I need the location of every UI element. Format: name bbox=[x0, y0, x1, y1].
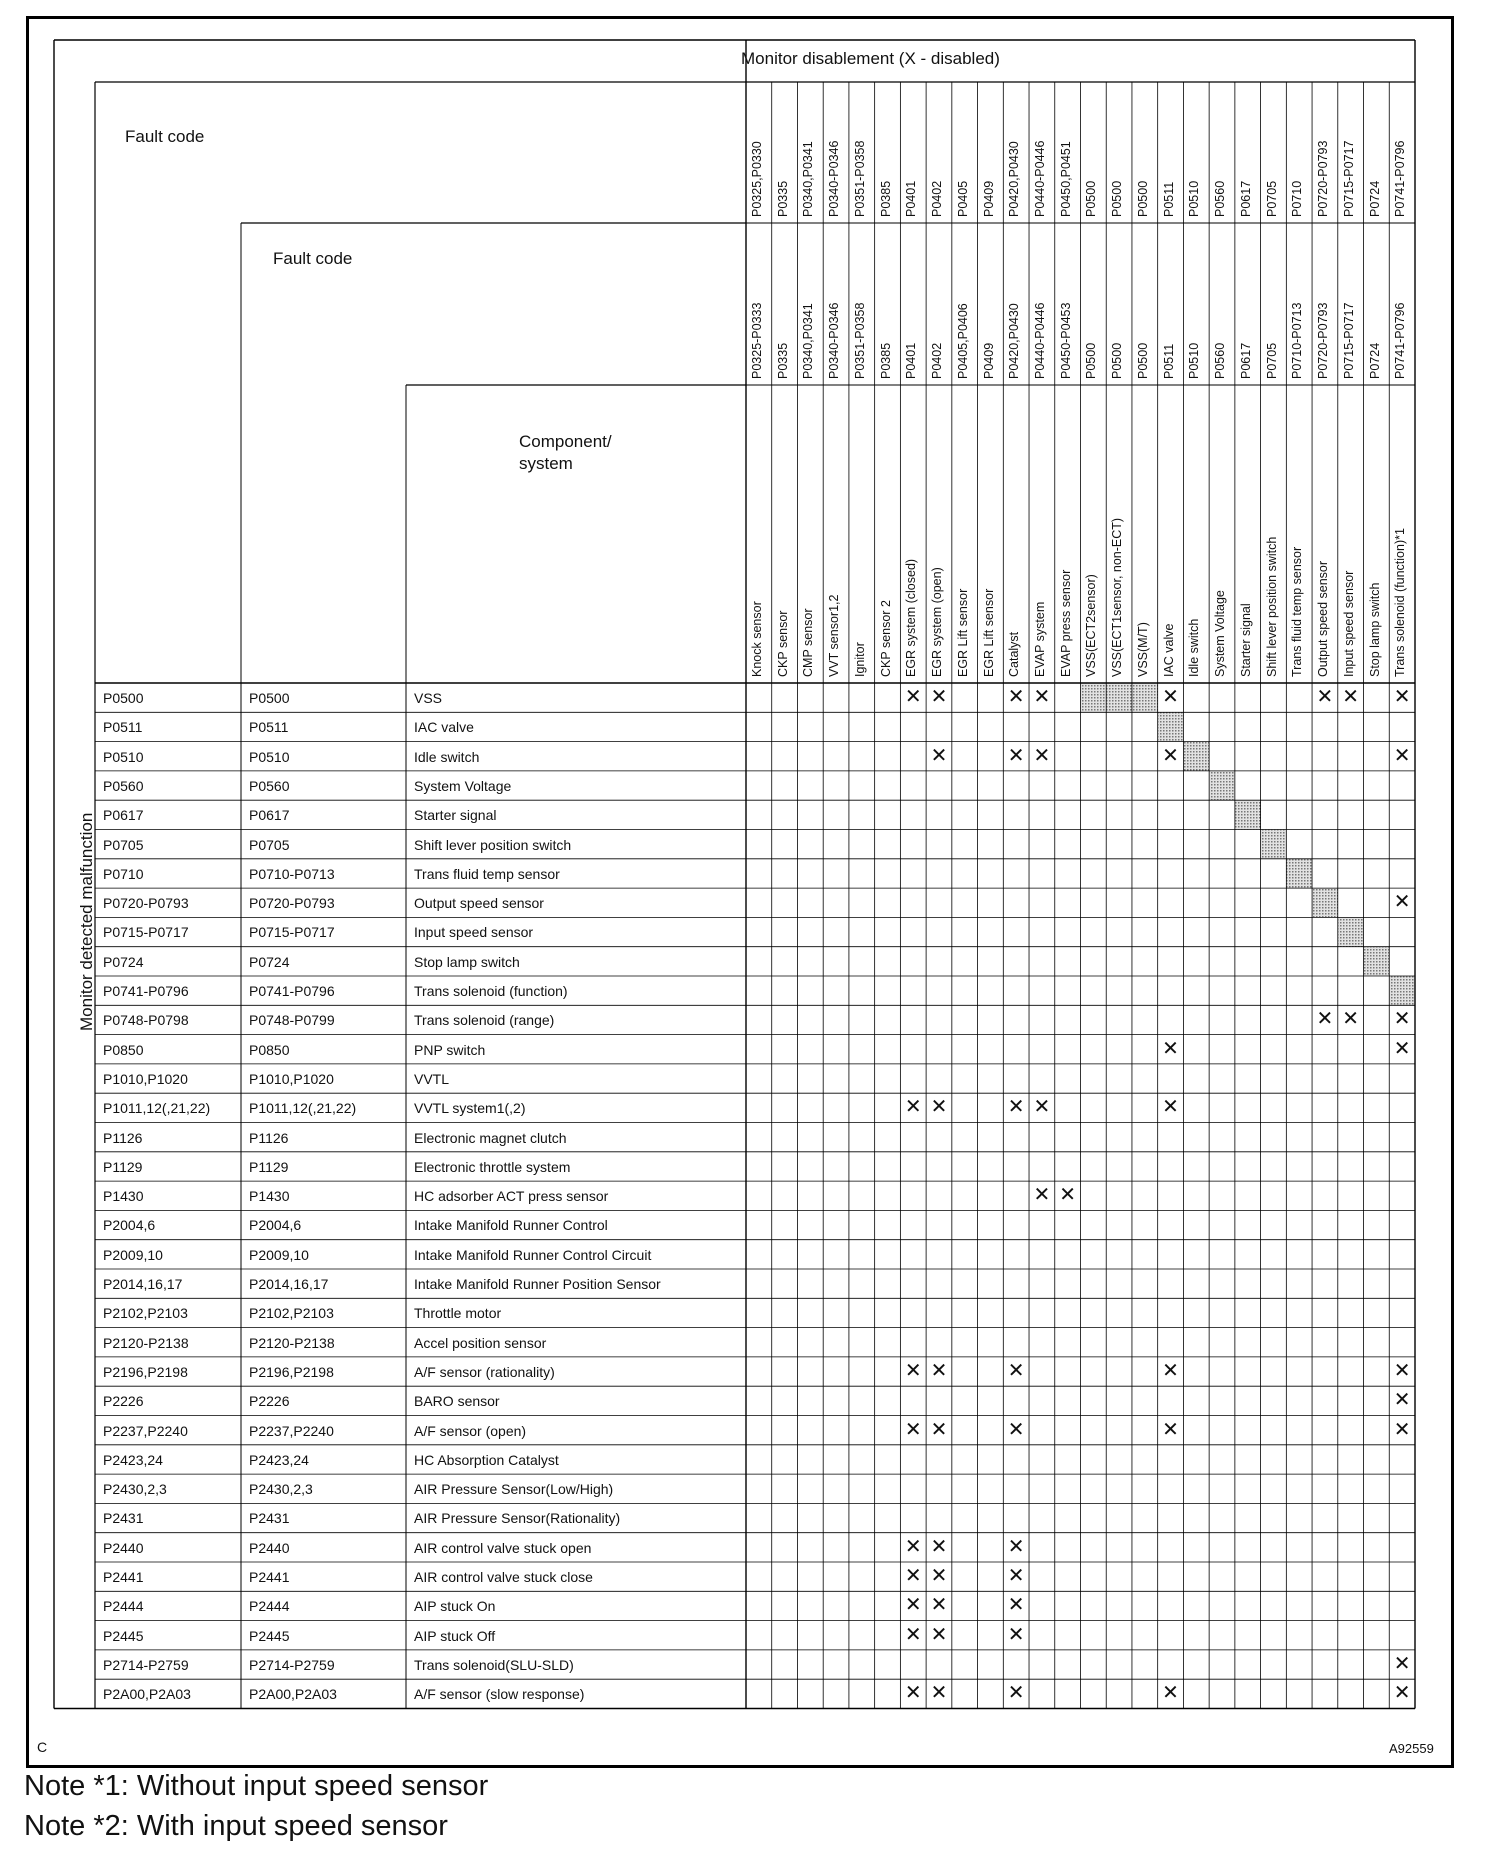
column-component-name: VSS(ECT1sensor, non-ECT) bbox=[1110, 517, 1125, 677]
column-component-name: IAC valve bbox=[1161, 623, 1176, 677]
row-fault-code: P2714-P2759 bbox=[103, 1656, 189, 1673]
disabled-mark: ✕ bbox=[1393, 744, 1411, 767]
column-fault-code: P0500 bbox=[1084, 180, 1099, 217]
column-fault-code: P0385 bbox=[878, 180, 893, 217]
disabled-mark: ✕ bbox=[930, 1565, 948, 1587]
column-fault-code-2: P0724 bbox=[1367, 342, 1382, 379]
row-component-name: Intake Manifold Runner Control Circuit bbox=[414, 1246, 652, 1263]
column-component-name: EGR Lift sensor bbox=[955, 588, 970, 677]
row-component-name: HC Absorption Catalyst bbox=[414, 1451, 559, 1468]
row-fault-code: P2102,P2103 bbox=[103, 1305, 188, 1322]
column-fault-code-2: P0450-P0453 bbox=[1058, 302, 1073, 379]
row-fault-code-2: P1129 bbox=[249, 1158, 289, 1175]
disabled-mark: ✕ bbox=[1007, 1623, 1025, 1646]
disabled-mark: ✕ bbox=[1342, 1008, 1360, 1031]
disabled-mark: ✕ bbox=[1059, 1184, 1076, 1207]
disabled-mark: ✕ bbox=[904, 1682, 922, 1705]
column-fault-code: P0420,P0430 bbox=[1007, 141, 1022, 217]
disabled-mark: ✕ bbox=[904, 1096, 922, 1119]
disabled-mark: ✕ bbox=[930, 744, 948, 767]
column-component-name: Knock sensor bbox=[750, 601, 764, 677]
self-diagnosis-shaded-cell bbox=[1286, 859, 1312, 888]
column-fault-code: P0510 bbox=[1187, 180, 1202, 217]
row-fault-code-2: P0748-P0799 bbox=[249, 1012, 335, 1029]
row-fault-code: P2430,2,3 bbox=[103, 1481, 167, 1498]
row-component-name: Trans fluid temp sensor bbox=[414, 865, 560, 882]
row-fault-code-2: P1011,12(,21,22) bbox=[249, 1100, 357, 1117]
column-fault-code: P0724 bbox=[1367, 180, 1382, 217]
self-diagnosis-shaded-cell bbox=[1389, 976, 1415, 1005]
column-component-name: VSS(M/T) bbox=[1135, 622, 1150, 677]
row-component-name: Electronic magnet clutch bbox=[414, 1129, 567, 1146]
row-fault-code: P0511 bbox=[103, 719, 143, 736]
row-component-name: Trans solenoid(SLU-SLD) bbox=[414, 1656, 574, 1673]
row-fault-code-2: P0500 bbox=[249, 690, 290, 706]
row-component-name: Throttle motor bbox=[414, 1305, 502, 1322]
column-fault-code-2: P0325-P0333 bbox=[750, 302, 764, 379]
row-component-name: AIR Pressure Sensor(Low/High) bbox=[414, 1481, 614, 1498]
row-fault-code-2: P2196,P2198 bbox=[249, 1363, 334, 1380]
row-component-name: VSS bbox=[414, 690, 443, 706]
disabled-mark: ✕ bbox=[1393, 891, 1411, 914]
row-component-name: AIP stuck On bbox=[414, 1598, 496, 1615]
column-fault-code: P0511 bbox=[1161, 181, 1176, 217]
row-fault-code: P0617 bbox=[103, 807, 144, 824]
row-fault-code: P2444 bbox=[103, 1598, 144, 1615]
disabled-mark: ✕ bbox=[1007, 1359, 1025, 1382]
column-fault-code-2: P0500 bbox=[1084, 342, 1099, 379]
row-fault-code-2: P2A00,P2A03 bbox=[249, 1686, 337, 1703]
row-fault-code-2: P0510 bbox=[249, 748, 290, 765]
disabled-mark: ✕ bbox=[930, 686, 948, 708]
row-component-name: Trans solenoid (function) bbox=[414, 983, 568, 999]
column-fault-code-2: P0510 bbox=[1187, 342, 1202, 379]
table-grid bbox=[29, 19, 1451, 1765]
column-fault-code-2: P0710-P0713 bbox=[1290, 302, 1305, 379]
row-fault-code-2: P0511 bbox=[249, 719, 289, 736]
row-fault-code-2: P1126 bbox=[249, 1129, 289, 1146]
column-fault-code-2: P0705 bbox=[1264, 342, 1279, 379]
row-fault-code: P0560 bbox=[103, 777, 144, 794]
row-component-name: AIR control valve stuck close bbox=[414, 1569, 593, 1585]
self-diagnosis-shaded-cell bbox=[1364, 947, 1390, 976]
self-diagnosis-shaded-cell bbox=[1338, 917, 1364, 946]
column-fault-code: P0560 bbox=[1213, 180, 1228, 217]
row-fault-code: P2445 bbox=[103, 1627, 144, 1644]
column-component-name: EVAP press sensor bbox=[1058, 569, 1073, 677]
row-component-name: A/F sensor (slow response) bbox=[414, 1686, 585, 1703]
self-diagnosis-shaded-cell bbox=[1106, 683, 1132, 712]
row-component-name: AIP stuck Off bbox=[414, 1627, 496, 1644]
row-fault-code-2: P0850 bbox=[249, 1041, 290, 1058]
row-fault-code-2: P2445 bbox=[249, 1627, 290, 1644]
column-fault-code: P0325,P0330 bbox=[750, 141, 764, 217]
row-component-name: Intake Manifold Runner Control bbox=[414, 1217, 608, 1234]
disabled-mark: ✕ bbox=[1007, 1682, 1025, 1705]
disabled-mark: ✕ bbox=[930, 1096, 948, 1119]
row-fault-code-2: P2237,P2240 bbox=[249, 1422, 334, 1439]
column-fault-code: P0500 bbox=[1135, 180, 1150, 217]
row-fault-code: P1010,P1020 bbox=[103, 1070, 188, 1087]
self-diagnosis-shaded-cell bbox=[1261, 830, 1287, 859]
self-diagnosis-shaded-cell bbox=[1235, 800, 1261, 829]
disabled-mark: ✕ bbox=[1393, 1682, 1411, 1705]
disabled-mark: ✕ bbox=[1393, 1389, 1411, 1412]
column-fault-code: P0340-P0346 bbox=[827, 140, 842, 217]
column-component-name: Stop lamp switch bbox=[1367, 582, 1382, 677]
disabled-mark: ✕ bbox=[1162, 1037, 1179, 1060]
row-component-name: AIR Pressure Sensor(Rationality) bbox=[414, 1510, 621, 1527]
row-fault-code-2: P2431 bbox=[249, 1510, 290, 1527]
column-component-name: Catalyst bbox=[1007, 631, 1022, 677]
row-fault-code: P2423,24 bbox=[103, 1451, 163, 1468]
disabled-mark: ✕ bbox=[930, 1418, 948, 1441]
disabled-mark: ✕ bbox=[904, 1594, 922, 1617]
disabled-mark: ✕ bbox=[1007, 1418, 1025, 1441]
row-fault-code-2: P2440 bbox=[249, 1539, 290, 1556]
row-fault-code: P0705 bbox=[103, 836, 144, 853]
disabled-mark: ✕ bbox=[1033, 744, 1051, 767]
column-component-name: CKP sensor 2 bbox=[878, 600, 893, 677]
row-fault-code-2: P2714-P2759 bbox=[249, 1656, 335, 1673]
column-component-name: VSS(ECT2sensor) bbox=[1084, 574, 1099, 677]
column-fault-code: P0705 bbox=[1264, 180, 1279, 217]
row-component-name: IAC valve bbox=[414, 719, 474, 736]
disabled-mark: ✕ bbox=[1316, 1008, 1334, 1031]
figure-id: A92559 bbox=[1389, 1741, 1434, 1756]
self-diagnosis-shaded-cell bbox=[1183, 742, 1209, 771]
column-fault-code: P0617 bbox=[1238, 180, 1253, 217]
row-fault-code-2: P1430 bbox=[249, 1188, 290, 1205]
disabled-mark: ✕ bbox=[1393, 686, 1411, 708]
row-fault-code: P2014,16,17 bbox=[103, 1276, 183, 1292]
column-fault-code: P0335 bbox=[775, 180, 790, 217]
row-fault-code-2: P0720-P0793 bbox=[249, 895, 335, 912]
column-fault-code-2: P0500 bbox=[1135, 342, 1150, 379]
row-fault-code: P2237,P2240 bbox=[103, 1422, 188, 1439]
column-component-name: System Voltage bbox=[1213, 590, 1228, 677]
disabled-mark: ✕ bbox=[1393, 1418, 1411, 1441]
column-fault-code-2: P0617 bbox=[1238, 342, 1253, 379]
disabled-mark: ✕ bbox=[1393, 1652, 1411, 1675]
row-fault-code: P0500 bbox=[103, 690, 144, 706]
column-fault-code-2: P0405,P0406 bbox=[955, 303, 970, 379]
disabled-mark: ✕ bbox=[1007, 744, 1025, 767]
column-fault-code: P0440-P0446 bbox=[1033, 140, 1048, 217]
row-fault-code-2: P2441 bbox=[249, 1569, 290, 1585]
disabled-mark: ✕ bbox=[904, 1565, 922, 1587]
fault-code-header-1: Fault code bbox=[125, 127, 205, 146]
row-component-name: PNP switch bbox=[414, 1041, 486, 1058]
row-component-name: Electronic throttle system bbox=[414, 1158, 571, 1175]
row-fault-code-2: P1010,P1020 bbox=[249, 1070, 334, 1087]
row-fault-code: P2196,P2198 bbox=[103, 1363, 188, 1380]
column-fault-code: P0710 bbox=[1290, 180, 1305, 217]
column-fault-code: P0715-P0717 bbox=[1341, 140, 1356, 217]
row-fault-code: P2431 bbox=[103, 1510, 144, 1527]
row-fault-code: P0850 bbox=[103, 1041, 144, 1058]
column-component-name: EGR system (open) bbox=[930, 567, 945, 677]
row-component-name: VVTL bbox=[414, 1070, 450, 1087]
column-fault-code-2: P0420,P0430 bbox=[1007, 303, 1022, 379]
row-fault-code: P0715-P0717 bbox=[103, 924, 189, 941]
column-fault-code-2: P0401 bbox=[904, 342, 919, 379]
monitor-disablement-figure bbox=[26, 16, 1454, 1768]
column-component-name: Idle switch bbox=[1187, 618, 1202, 677]
row-fault-code: P2A00,P2A03 bbox=[103, 1686, 191, 1703]
disabled-mark: ✕ bbox=[1316, 686, 1334, 708]
row-fault-code: P2120-P2138 bbox=[103, 1334, 189, 1351]
disabled-mark: ✕ bbox=[1162, 1418, 1179, 1441]
column-fault-code-2: P0402 bbox=[930, 342, 945, 379]
column-fault-code: P0409 bbox=[981, 180, 996, 217]
row-component-name: HC adsorber ACT press sensor bbox=[414, 1188, 609, 1205]
column-component-name: EGR Lift sensor bbox=[981, 588, 996, 677]
disabled-mark: ✕ bbox=[1007, 1594, 1025, 1617]
disabled-mark: ✕ bbox=[1162, 686, 1179, 708]
row-component-name: Intake Manifold Runner Position Sensor bbox=[414, 1276, 661, 1292]
row-fault-code-2: P0705 bbox=[249, 836, 290, 853]
disabled-mark: ✕ bbox=[904, 1623, 922, 1646]
column-fault-code-2: P0511 bbox=[1161, 343, 1176, 379]
column-fault-code-2: P0385 bbox=[878, 342, 893, 379]
row-component-name: A/F sensor (open) bbox=[414, 1422, 527, 1439]
column-fault-code: P0450,P0451 bbox=[1058, 141, 1073, 217]
row-fault-code: P2441 bbox=[103, 1569, 144, 1585]
row-fault-code: P0724 bbox=[103, 953, 144, 970]
column-fault-code: P0402 bbox=[930, 180, 945, 217]
row-component-name: BARO sensor bbox=[414, 1393, 500, 1410]
row-fault-code-2: P2120-P2138 bbox=[249, 1334, 335, 1351]
row-fault-code-2: P2102,P2103 bbox=[249, 1305, 334, 1322]
disabled-mark: ✕ bbox=[1033, 1096, 1051, 1119]
row-fault-code: P0720-P0793 bbox=[103, 895, 189, 912]
component-header-line2: system bbox=[519, 454, 573, 473]
disabled-mark: ✕ bbox=[904, 1359, 922, 1382]
disabled-mark: ✕ bbox=[1162, 1682, 1179, 1705]
column-component-name: Shift lever position switch bbox=[1264, 536, 1279, 677]
disabled-mark: ✕ bbox=[1007, 1565, 1025, 1587]
column-fault-code-2: P0715-P0717 bbox=[1341, 302, 1356, 379]
column-fault-code: P0405 bbox=[955, 180, 970, 217]
row-component-name: VVTL system1(,2) bbox=[414, 1100, 526, 1117]
column-component-name: CMP sensor bbox=[801, 608, 816, 677]
component-header bbox=[519, 431, 612, 475]
disabled-mark: ✕ bbox=[1162, 744, 1179, 767]
column-fault-code-2: P0340,P0341 bbox=[801, 303, 816, 379]
disabled-mark: ✕ bbox=[904, 1535, 922, 1558]
row-fault-code: P1126 bbox=[103, 1129, 143, 1146]
row-fault-code: P1129 bbox=[103, 1158, 143, 1175]
row-fault-code-2: P0715-P0717 bbox=[249, 924, 335, 941]
row-fault-code: P0741-P0796 bbox=[103, 983, 189, 999]
disabled-mark: ✕ bbox=[930, 1359, 948, 1382]
side-label: Monitor detected malfunction bbox=[77, 812, 96, 1031]
self-diagnosis-shaded-cell bbox=[1209, 771, 1235, 800]
column-fault-code: P0741-P0796 bbox=[1393, 140, 1408, 217]
disabled-mark: ✕ bbox=[1007, 1096, 1025, 1119]
column-fault-code-2: P0409 bbox=[981, 342, 996, 379]
row-component-name: Idle switch bbox=[414, 748, 480, 765]
row-fault-code-2: P2423,24 bbox=[249, 1451, 309, 1468]
note-2: Note *2: With input speed sensor bbox=[24, 1810, 448, 1842]
corner-label: C bbox=[37, 1739, 48, 1755]
row-fault-code: P1430 bbox=[103, 1188, 144, 1205]
column-fault-code: P0500 bbox=[1110, 180, 1125, 217]
disabled-mark: ✕ bbox=[1393, 1359, 1411, 1382]
column-fault-code-2: P0335 bbox=[775, 342, 790, 379]
column-fault-code-2: P0560 bbox=[1213, 342, 1228, 379]
row-fault-code-2: P2014,16,17 bbox=[249, 1276, 329, 1292]
column-fault-code: P0340,P0341 bbox=[801, 141, 816, 217]
row-fault-code-2: P0741-P0796 bbox=[249, 983, 335, 999]
column-fault-code-2: P0500 bbox=[1110, 342, 1125, 379]
disabled-mark: ✕ bbox=[1033, 1184, 1051, 1207]
column-component-name: Input speed sensor bbox=[1341, 570, 1356, 677]
note-1: Note *1: Without input speed sensor bbox=[24, 1770, 489, 1802]
disabled-mark: ✕ bbox=[1393, 1008, 1411, 1031]
column-component-name: EGR system (closed) bbox=[904, 558, 919, 677]
row-fault-code-2: P0560 bbox=[249, 777, 290, 794]
self-diagnosis-shaded-cell bbox=[1312, 888, 1338, 917]
row-component-name: Accel position sensor bbox=[414, 1334, 547, 1351]
row-fault-code-2: P0724 bbox=[249, 953, 290, 970]
row-fault-code-2: P2430,2,3 bbox=[249, 1481, 313, 1498]
disabled-mark: ✕ bbox=[1342, 686, 1360, 708]
disabled-mark: ✕ bbox=[1162, 1096, 1179, 1119]
disabled-mark: ✕ bbox=[930, 1594, 948, 1617]
self-diagnosis-shaded-cell bbox=[1132, 683, 1158, 712]
disabled-mark: ✕ bbox=[1007, 1535, 1025, 1558]
column-fault-code-2: P0720-P0793 bbox=[1316, 302, 1331, 379]
row-fault-code: P2226 bbox=[103, 1393, 144, 1410]
disabled-mark: ✕ bbox=[904, 686, 922, 708]
disabled-mark: ✕ bbox=[1033, 686, 1051, 708]
column-component-name: VVT sensor1,2 bbox=[827, 594, 842, 677]
self-diagnosis-shaded-cell bbox=[1080, 683, 1106, 712]
column-component-name: Output speed sensor bbox=[1316, 560, 1331, 677]
row-component-name: System Voltage bbox=[414, 777, 512, 794]
column-component-name: EVAP system bbox=[1033, 601, 1048, 677]
row-fault-code-2: P2009,10 bbox=[249, 1246, 309, 1263]
row-component-name: Starter signal bbox=[414, 807, 497, 824]
disabled-mark: ✕ bbox=[930, 1623, 948, 1646]
column-component-name: Trans fluid temp sensor bbox=[1290, 546, 1305, 677]
row-fault-code: P1011,12(,21,22) bbox=[103, 1100, 211, 1117]
column-component-name: Starter signal bbox=[1238, 603, 1253, 677]
row-fault-code: P2440 bbox=[103, 1539, 144, 1556]
column-fault-code-2: P0741-P0796 bbox=[1393, 302, 1408, 379]
row-component-name: Shift lever position switch bbox=[414, 836, 572, 853]
column-fault-code: P0351-P0358 bbox=[852, 140, 867, 217]
row-fault-code: P2004,6 bbox=[103, 1217, 156, 1234]
disabled-mark: ✕ bbox=[1393, 1037, 1411, 1060]
disabled-mark: ✕ bbox=[930, 1682, 948, 1705]
column-component-name: Trans solenoid (function)*1 bbox=[1393, 528, 1408, 677]
self-diagnosis-shaded-cell bbox=[1158, 712, 1184, 741]
column-fault-code-2: P0351-P0358 bbox=[852, 302, 867, 379]
column-fault-code-2: P0440-P0446 bbox=[1033, 302, 1048, 379]
disabled-mark: ✕ bbox=[904, 1418, 922, 1441]
row-fault-code-2: P0710-P0713 bbox=[249, 865, 335, 882]
row-fault-code-2: P2444 bbox=[249, 1598, 290, 1615]
row-component-name: Trans solenoid (range) bbox=[414, 1012, 555, 1029]
row-fault-code: P0748-P0798 bbox=[103, 1012, 189, 1029]
column-fault-code: P0401 bbox=[904, 180, 919, 217]
row-component-name: Input speed sensor bbox=[414, 924, 534, 941]
row-fault-code-2: P2004,6 bbox=[249, 1217, 302, 1234]
row-fault-code: P2009,10 bbox=[103, 1246, 163, 1263]
fault-code-header-2: Fault code bbox=[273, 249, 353, 268]
monitor-disablement-title: Monitor disablement (X - disabled) bbox=[741, 49, 1000, 68]
row-component-name: AIR control valve stuck open bbox=[414, 1539, 592, 1556]
row-fault-code-2: P0617 bbox=[249, 807, 290, 824]
row-component-name: Stop lamp switch bbox=[414, 953, 520, 970]
row-fault-code-2: P2226 bbox=[249, 1393, 290, 1410]
column-component-name: CKP sensor bbox=[775, 610, 790, 677]
row-component-name: Output speed sensor bbox=[414, 895, 544, 912]
row-fault-code: P0710 bbox=[103, 865, 144, 882]
column-fault-code: P0720-P0793 bbox=[1316, 140, 1331, 217]
disabled-mark: ✕ bbox=[1007, 686, 1025, 708]
component-header-line1: Component/ bbox=[519, 432, 612, 451]
disabled-mark: ✕ bbox=[1162, 1359, 1179, 1382]
column-fault-code-2: P0340-P0346 bbox=[827, 302, 842, 379]
row-fault-code: P0510 bbox=[103, 748, 144, 765]
column-component-name: Ignitor bbox=[852, 642, 867, 677]
disabled-mark: ✕ bbox=[930, 1535, 948, 1558]
row-component-name: A/F sensor (rationality) bbox=[414, 1363, 555, 1380]
